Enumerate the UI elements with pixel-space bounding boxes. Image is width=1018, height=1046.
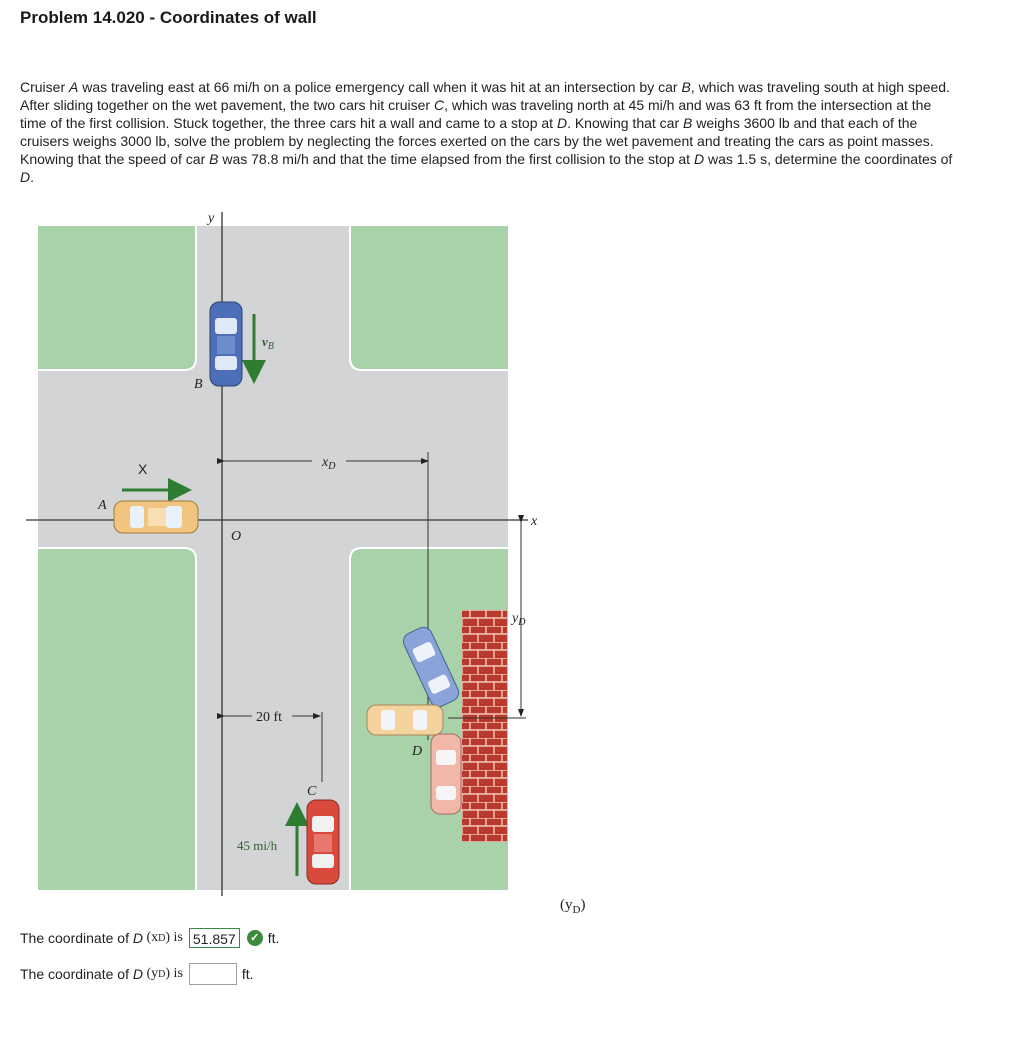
problem-text-segment: .: [30, 169, 35, 185]
brick-wall: [462, 610, 507, 842]
problem-variable: D: [693, 151, 705, 167]
label-C: C: [307, 784, 317, 799]
page-title: Problem 14.020 - Coordinates of wall: [20, 8, 317, 27]
problem-text-segment: , which was traveling north at 45 mi/h and was 63 ft from the intersection at the time of the first collision. Stuck together, the three cars hit a wall and came to a stop at: [20, 97, 932, 131]
problem-text-segment: . Knowing that car: [567, 115, 684, 131]
label-A: A: [98, 498, 107, 513]
car-B: [210, 302, 242, 386]
problem-variable: B: [209, 151, 219, 167]
xD-label: $x_D$: [322, 455, 336, 472]
answer-xd-value[interactable]: 51.857: [189, 928, 240, 948]
crashed-car-C: [431, 734, 461, 814]
answer-yd-var: D: [132, 966, 143, 982]
crashed-car-A: [367, 705, 443, 735]
problem-text-segment: was traveling east at 66 mi/h on a police emergency call when it was hit at an intersection by car: [78, 79, 682, 95]
answer-xd-sub: D: [158, 932, 166, 944]
grass-top-right: [350, 226, 508, 370]
label-D: D: [412, 744, 423, 759]
answer-xd-unit: ft.: [267, 930, 280, 946]
intersection-figure: [0, 200, 620, 900]
answer-yd-open: (y: [142, 966, 159, 981]
answer-xd-var: D: [132, 930, 143, 946]
vC-label: 45 mi/h: [237, 838, 278, 853]
y-axis-label: y: [208, 211, 215, 226]
answer-yd-sub: D: [158, 968, 166, 980]
yd-side-label: $(y_D)$: [560, 897, 586, 916]
answer-yd-prefix: The coordinate of: [20, 966, 133, 982]
grass-bottom-left: [38, 548, 196, 890]
problem-variable: B: [683, 115, 693, 131]
problem-statement: [20, 78, 960, 186]
vB-label: $v_B$: [262, 334, 274, 352]
answer-xd-open: (x: [142, 930, 159, 945]
problem-variable: D: [556, 115, 568, 131]
car-C: [307, 800, 339, 884]
correct-check-icon: ✓: [247, 930, 263, 946]
answer-row-xd: [20, 928, 279, 948]
grass-top-left: [38, 226, 196, 370]
label-X: X: [138, 461, 148, 477]
problem-variable: C: [433, 97, 445, 113]
x-axis-label: x: [531, 514, 538, 529]
problem-text-segment: Cruiser: [20, 79, 70, 95]
answer-yd-input[interactable]: [189, 963, 237, 985]
answer-xd-close: ) is: [165, 930, 183, 945]
problem-variable: A: [69, 79, 79, 95]
problem-text-segment: , which was traveling south at high speed. After sliding together on the wet pavement, the two cars hit cruiser: [20, 79, 950, 113]
problem-text: [20, 78, 960, 186]
answer-xd-prefix: The coordinate of: [20, 930, 133, 946]
label-B: B: [194, 377, 203, 392]
problem-variable: B: [681, 79, 691, 95]
problem-text-segment: was 78.8 mi/h and that the time elapsed from the first collision to the stop at: [218, 151, 694, 167]
answer-yd-close: ) is: [165, 966, 183, 981]
problem-variable: D: [20, 169, 31, 185]
problem-text-segment: was 1.5 s, determine the coordinates of: [704, 151, 953, 167]
origin-label: O: [231, 529, 242, 544]
problem-text-segment: weighs 3600 lb and that each of the cruisers weighs 3000 lb, solve the problem by neglecting the forces exerted on the cars by the wet pavement and treating the cars as point masses. Knowing that the speed of car: [20, 115, 934, 167]
car-A: [114, 501, 198, 533]
yD-label: $y_D$: [512, 611, 526, 628]
20ft-label: 20 ft: [256, 710, 283, 725]
answer-yd-unit: ft.: [241, 966, 254, 982]
answer-row-yd: [20, 963, 254, 985]
